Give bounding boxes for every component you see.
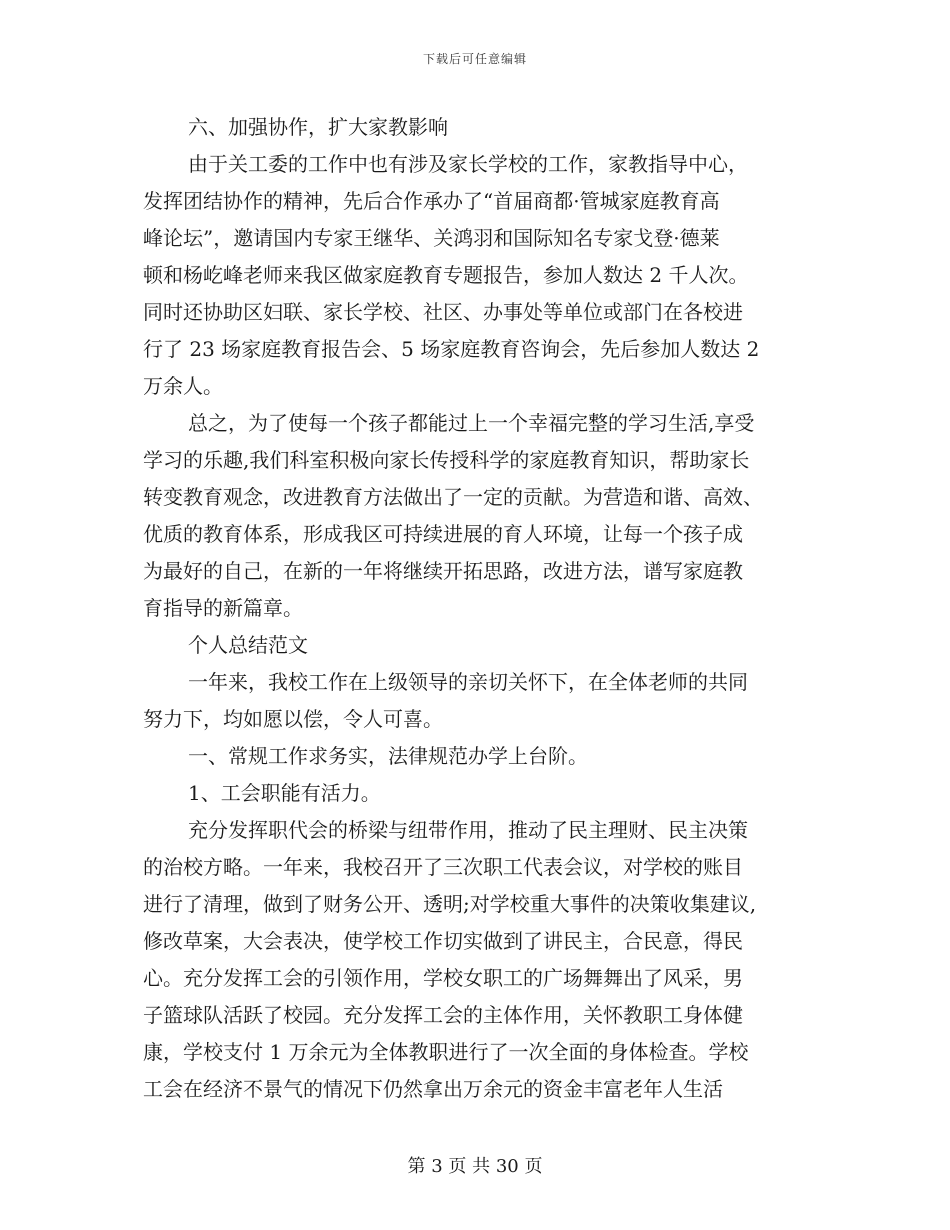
page-header: 下载后可任意编辑 [422, 52, 527, 66]
text-line: 个人总结范文 [188, 633, 308, 657]
text-line: 万余人。 [143, 374, 223, 398]
text-line: 1、工会职能有活力。 [188, 781, 381, 805]
text-line: 努力下，均如愿以偿，令人可喜。 [143, 707, 443, 731]
text-line: 由于关工委的工作中也有涉及家长学校的工作，家教指导中心， [188, 152, 748, 176]
text-line: 心。充分发挥工会的引领作用，学校女职工的广场舞舞出了风采，男 [143, 966, 743, 990]
text-line: 总之，为了使每一个孩子都能过上一个幸福完整的学习生活,享受 [188, 411, 755, 435]
text-line: 子篮球队活跃了校园。充分发挥工会的主体作用，关怀教职工身体健 [143, 1003, 743, 1027]
document-body [143, 114, 819, 1113]
text-line: 同时还协助区妇联、家长学校、社区、办事处等单位或部门在各校进 [143, 300, 743, 324]
page-number-footer: 第 3 页 共 30 页 [407, 1156, 543, 1177]
text-line: 育指导的新篇章。 [143, 596, 303, 620]
text-line: 一、常规工作求务实，法律规范办学上台阶。 [188, 744, 588, 768]
text-line: 工会在经济不景气的情况下仍然拿出万余元的资金丰富老年人生活 [143, 1077, 723, 1101]
text-line: 为最好的自己，在新的一年将继续开拓思路，改进方法，谱写家庭教 [143, 559, 743, 583]
text-line: 的治校方略。一年来，我校召开了三次职工代表会议，对学校的账目 [143, 855, 743, 879]
text-line: 充分发挥职代会的桥梁与纽带作用，推动了民主理财、民主决策 [188, 818, 748, 842]
text-line: 优质的教育体系，形成我区可持续进展的育人环境，让每一个孩子成 [143, 522, 743, 546]
text-line: 学习的乐趣,我们科室积极向家长传授科学的家庭教育知识，帮助家长 [143, 448, 750, 472]
text-line: 转变教育观念，改进教育方法做出了一定的贡献。为营造和谐、高效、 [143, 485, 763, 509]
text-line: 顿和杨屹峰老师来我区做家庭教育专题报告，参加人数达 2 千人次。 [143, 263, 749, 287]
text-line: 修改草案，大会表决，使学校工作切实做到了讲民主，合民意，得民 [143, 929, 743, 953]
text-line: 康，学校支付 1 万余元为全体教职进行了一次全面的身体检查。学校 [143, 1040, 749, 1064]
text-line: 峰论坛”，邀请国内专家王继华、关鸿羽和国际知名专家戈登·德莱 [143, 226, 720, 250]
text-line: 六、加强协作，扩大家教影响 [188, 115, 448, 139]
text-line: 进行了清理，做到了财务公开、透明;对学校重大事件的决策收集建议, [143, 892, 757, 916]
text-line: 一年来，我校工作在上级领导的亲切关怀下，在全体老师的共同 [188, 670, 748, 694]
text-line: 发挥团结协作的精神，先后合作承办了“首届商都·管城家庭教育高 [143, 189, 720, 213]
text-line: 行了 23 场家庭教育报告会、5 场家庭教育咨询会，先后参加人数达 2 [143, 337, 760, 361]
